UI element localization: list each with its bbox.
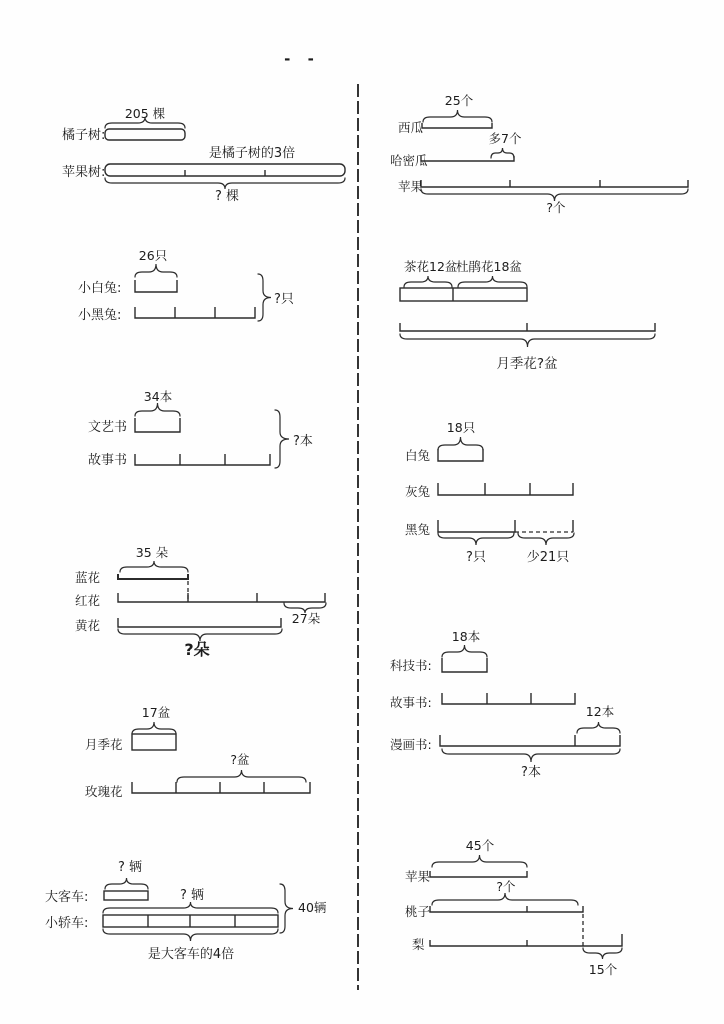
- flowers-row3-label: 黄花: [75, 618, 101, 633]
- melons-bar-3: [421, 180, 688, 187]
- trees-overbrace: [105, 117, 185, 128]
- fruits-overbrace-2: [432, 893, 578, 905]
- rabbits2-count: 18只: [446, 420, 476, 435]
- flowerpots-underbrace: [400, 334, 655, 347]
- melons-more: 多7个: [488, 131, 522, 146]
- trees-count: 205 棵: [124, 106, 166, 121]
- flowers-diff: 27朵: [291, 611, 321, 626]
- flowerpots-overbrace-2: [458, 276, 527, 287]
- problem-flowerpots: [400, 259, 655, 372]
- books-overbrace: [135, 403, 180, 416]
- books2-bar-3: [440, 735, 620, 746]
- books2-overbrace: [442, 645, 487, 657]
- flowers-bar-1: [118, 574, 188, 579]
- vehicles-q2: ? 辆: [179, 888, 205, 903]
- page-header-marks: - -: [284, 50, 320, 68]
- books2-count: 18本: [451, 629, 481, 644]
- flowers-row2-label: 红花: [75, 593, 101, 608]
- melons-count: 25个: [444, 93, 474, 108]
- trees-underbrace: [105, 178, 345, 189]
- melons-overbrace: [423, 110, 492, 122]
- books2-underbrace: [442, 749, 620, 762]
- pots-overbrace-1: [132, 722, 176, 734]
- rabbits2-row1-label: 白兔: [405, 448, 431, 463]
- problem-pots: [85, 705, 310, 799]
- fruits-row2-label: 桃子: [405, 904, 431, 919]
- flowerpots-part2-label: 杜鹃花18盆: [456, 259, 522, 274]
- problem-melons: [390, 93, 688, 215]
- problem-books-left: [88, 389, 313, 468]
- rabbits-overbrace: [135, 264, 177, 277]
- flowerpots-overbrace-1: [404, 276, 452, 287]
- pots-row2-label: 玫瑰花: [85, 784, 123, 799]
- books-bar-1: [135, 418, 180, 432]
- rabbits-bar-2: [135, 307, 255, 318]
- books-count: 34本: [143, 389, 173, 404]
- books2-row1-label: 科技书:: [390, 658, 432, 673]
- pots-overbrace-2: [177, 770, 306, 782]
- trees-bar-2-ticks: [185, 170, 265, 176]
- flowerpots-bar-2: [400, 323, 655, 331]
- trees-bar-1: [105, 129, 185, 140]
- rabbits2-less: 少21只: [526, 550, 570, 565]
- vehicles-row2-label: 小轿车:: [45, 916, 89, 931]
- trees-row1-label: 橘子树:: [62, 128, 106, 143]
- pots-count: 17盆: [141, 705, 171, 720]
- vehicles-note: 是大客车的4倍: [147, 947, 235, 962]
- rabbits-row2-label: 小黑兔:: [78, 308, 122, 323]
- problem-rabbits-left: [78, 248, 294, 323]
- pots-part: ?盆: [230, 752, 250, 767]
- vehicles-bar-1: [104, 891, 148, 900]
- rabbits2-bar-3-solid: [438, 520, 515, 532]
- problem-fruits: [405, 838, 622, 977]
- melons-total: ?个: [546, 200, 566, 215]
- pots-row1-label: 月季花: [85, 737, 123, 752]
- rabbits-row1-label: 小白兔:: [78, 281, 122, 296]
- vehicles-underbrace: [103, 929, 278, 941]
- problem-trees: [62, 106, 345, 204]
- rabbits2-overbrace: [438, 437, 483, 450]
- melons-bar-2: [421, 156, 514, 161]
- flowers-row1-label: 蓝花: [75, 570, 101, 585]
- books2-bar-2: [442, 693, 575, 704]
- books-row2-label: 故事书: [88, 453, 128, 468]
- rabbits2-underbrace-1: [438, 533, 514, 545]
- vehicles-right-brace: [280, 884, 293, 933]
- problem-vehicles: [45, 860, 327, 962]
- rabbits2-bar-2: [438, 483, 573, 495]
- books2-bar-1: [442, 658, 487, 672]
- trees-row2-label: 苹果树:: [62, 165, 106, 180]
- fruits-count: 45个: [465, 838, 495, 853]
- vehicles-bar-2-dividers: [148, 915, 235, 927]
- books-bar-2: [135, 454, 270, 465]
- flowerpots-bar-1: [400, 288, 527, 301]
- flowers-bar-3: [118, 618, 281, 627]
- flowers-overbrace: [120, 561, 188, 572]
- melons-row3-label: 苹果: [398, 179, 424, 194]
- pots-bar-1: [132, 734, 176, 750]
- flowers-bar-2: [118, 593, 325, 602]
- rabbits-right-brace: [258, 274, 271, 321]
- fruits-overbrace-1: [432, 855, 527, 867]
- fruits-underbrace: [583, 948, 622, 959]
- vehicles-q1: ? 辆: [117, 860, 143, 875]
- rabbits2-q: ?只: [466, 550, 486, 565]
- rabbits2-bar-1: [438, 449, 483, 461]
- melons-more-overbrace: [491, 148, 514, 158]
- rabbits2-row3-label: 黑兔: [405, 522, 431, 537]
- melons-bar-1: [422, 123, 492, 128]
- vehicles-sum: 40辆: [298, 900, 327, 915]
- trees-note: 是橘子树的3倍: [208, 146, 296, 161]
- rabbits-total: ?只: [274, 292, 294, 307]
- trees-bar-2: [105, 164, 345, 176]
- books-right-brace: [275, 410, 289, 468]
- flowers-total: ?朵: [184, 640, 210, 659]
- books-row1-label: 文艺书: [88, 420, 128, 435]
- fruits-bar-3: [430, 934, 622, 946]
- fruits-diff: 15个: [588, 962, 618, 977]
- melons-row2-label: 哈密瓜: [390, 153, 428, 168]
- rabbits2-row2-label: 灰兔: [405, 484, 431, 499]
- books2-row2-label: 故事书:: [390, 695, 432, 710]
- fruits-bar-1: [430, 871, 527, 877]
- flowers-count: 35 朵: [135, 545, 169, 560]
- fruits-bar-2: [430, 906, 583, 912]
- books2-extra-overbrace: [577, 722, 620, 733]
- vehicles-row1-label: 大客车:: [45, 890, 89, 905]
- fruits-row3-label: 梨: [412, 937, 425, 952]
- fruits-q: ?个: [496, 879, 516, 894]
- vehicles-overbrace-1: [105, 878, 148, 889]
- problem-books-right: [390, 629, 620, 780]
- vehicles-overbrace-2: [103, 902, 278, 913]
- flowerpots-part1-label: 茶花12盆: [404, 259, 458, 274]
- fruits-row1-label: 苹果: [405, 869, 431, 884]
- books2-row3-label: 漫画书:: [390, 737, 432, 752]
- flowerpots-total: 月季花?盆: [496, 356, 558, 372]
- books-total: ?本: [293, 434, 313, 449]
- problem-rabbits-right: [405, 420, 574, 565]
- books2-extra: 12本: [585, 704, 615, 719]
- rabbits-count: 26只: [138, 248, 168, 263]
- rabbits-bar-1: [135, 280, 177, 292]
- rabbits2-underbrace-2: [518, 533, 574, 545]
- pots-bar-2: [132, 782, 310, 793]
- books2-total: ?本: [521, 765, 541, 780]
- trees-total: ? 棵: [214, 189, 240, 204]
- problem-flowers: [75, 545, 326, 659]
- melons-row1-label: 西瓜: [398, 120, 424, 135]
